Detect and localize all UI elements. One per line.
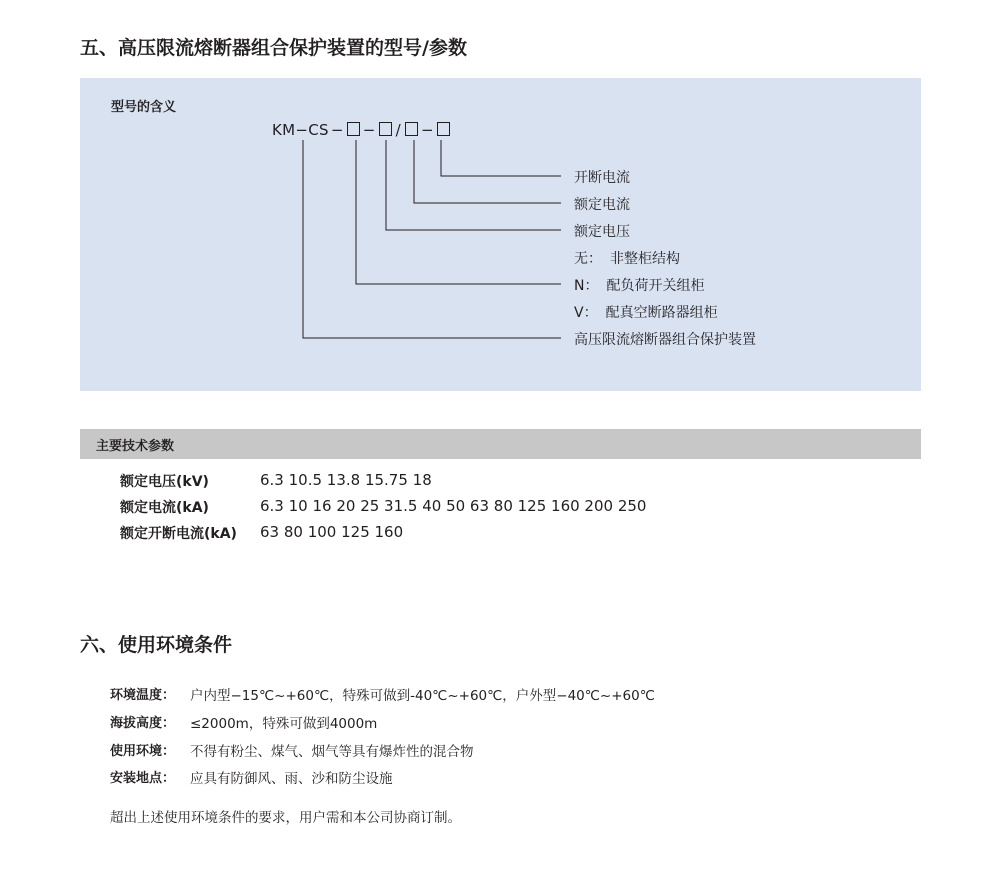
legend-key: V： xyxy=(574,305,598,321)
section-title-environment: 六、使用环境条件 xyxy=(80,634,233,656)
specs-header-bar xyxy=(80,429,921,459)
legend-text: 非整柜结构 xyxy=(610,251,680,267)
legend-text: 额定电流 xyxy=(574,197,630,213)
model-slash: / xyxy=(395,121,401,139)
legend-item xyxy=(574,329,756,349)
legend-item xyxy=(574,302,718,322)
env-label-usage: 使用环境： xyxy=(110,744,176,759)
env-value-usage: 不得有粉尘、煤气、烟气等具有爆炸性的混合物 xyxy=(190,744,474,760)
legend-key: N： xyxy=(574,278,599,294)
model-dash: − xyxy=(330,121,344,139)
bracket-line-cabinet-type xyxy=(356,140,561,284)
legend-item xyxy=(574,248,680,268)
model-dash: − xyxy=(420,121,434,139)
bracket-line-breaking-current xyxy=(441,140,561,176)
model-meaning-title: 型号的含义 xyxy=(111,100,177,115)
bracket-line-rated-current xyxy=(414,140,561,203)
specs-title: 主要技术参数 xyxy=(96,439,175,454)
spec-label-breaking-current: 额定开断电流(kA) xyxy=(120,526,237,542)
env-label-altitude: 海拔高度： xyxy=(110,716,176,731)
spec-value-breaking-current: 63 80 100 125 160 xyxy=(260,523,404,541)
legend-key: 无： xyxy=(574,251,602,267)
legend-item xyxy=(574,221,630,241)
legend-text: 配真空断路器组柜 xyxy=(605,305,718,321)
bracket-line-rated-voltage xyxy=(386,140,561,230)
custom-order-note: 超出上述使用环境条件的要求，用户需和本公司协商订制。 xyxy=(110,810,461,826)
legend-item xyxy=(574,167,630,187)
model-prefix: KM−CS xyxy=(272,121,329,139)
env-label-installation: 安装地点： xyxy=(110,771,176,786)
spec-label-rated-current: 额定电流(kA) xyxy=(120,500,209,516)
env-value-temperature: 户内型−15℃~+60℃，特殊可做到-40℃~+60℃，户外型−40℃~+60℃ xyxy=(190,688,655,704)
spec-value-rated-current: 6.3 10 16 20 25 31.5 40 50 63 80 125 160 200 250 xyxy=(260,497,647,515)
legend-item xyxy=(574,275,704,295)
legend-text: 高压限流熔断器组合保护装置 xyxy=(574,332,756,348)
spec-label-rated-voltage: 额定电压(kV) xyxy=(120,474,209,490)
bracket-line-device xyxy=(303,140,561,338)
env-value-altitude: ≤2000m，特殊可做到4000m xyxy=(190,716,378,732)
env-value-installation: 应具有防御风、雨、沙和防尘设施 xyxy=(190,771,393,787)
legend-text: 开断电流 xyxy=(574,170,630,186)
section-title-model: 五、高压限流熔断器组合保护装置的型号/参数 xyxy=(80,37,467,59)
spec-value-rated-voltage: 6.3 10.5 13.8 15.75 18 xyxy=(260,471,432,489)
model-dash: − xyxy=(362,121,376,139)
legend-item xyxy=(574,194,630,214)
legend-text: 配负荷开关组柜 xyxy=(606,278,705,294)
legend-text: 额定电压 xyxy=(574,224,630,240)
env-label-temperature: 环境温度： xyxy=(110,688,176,703)
